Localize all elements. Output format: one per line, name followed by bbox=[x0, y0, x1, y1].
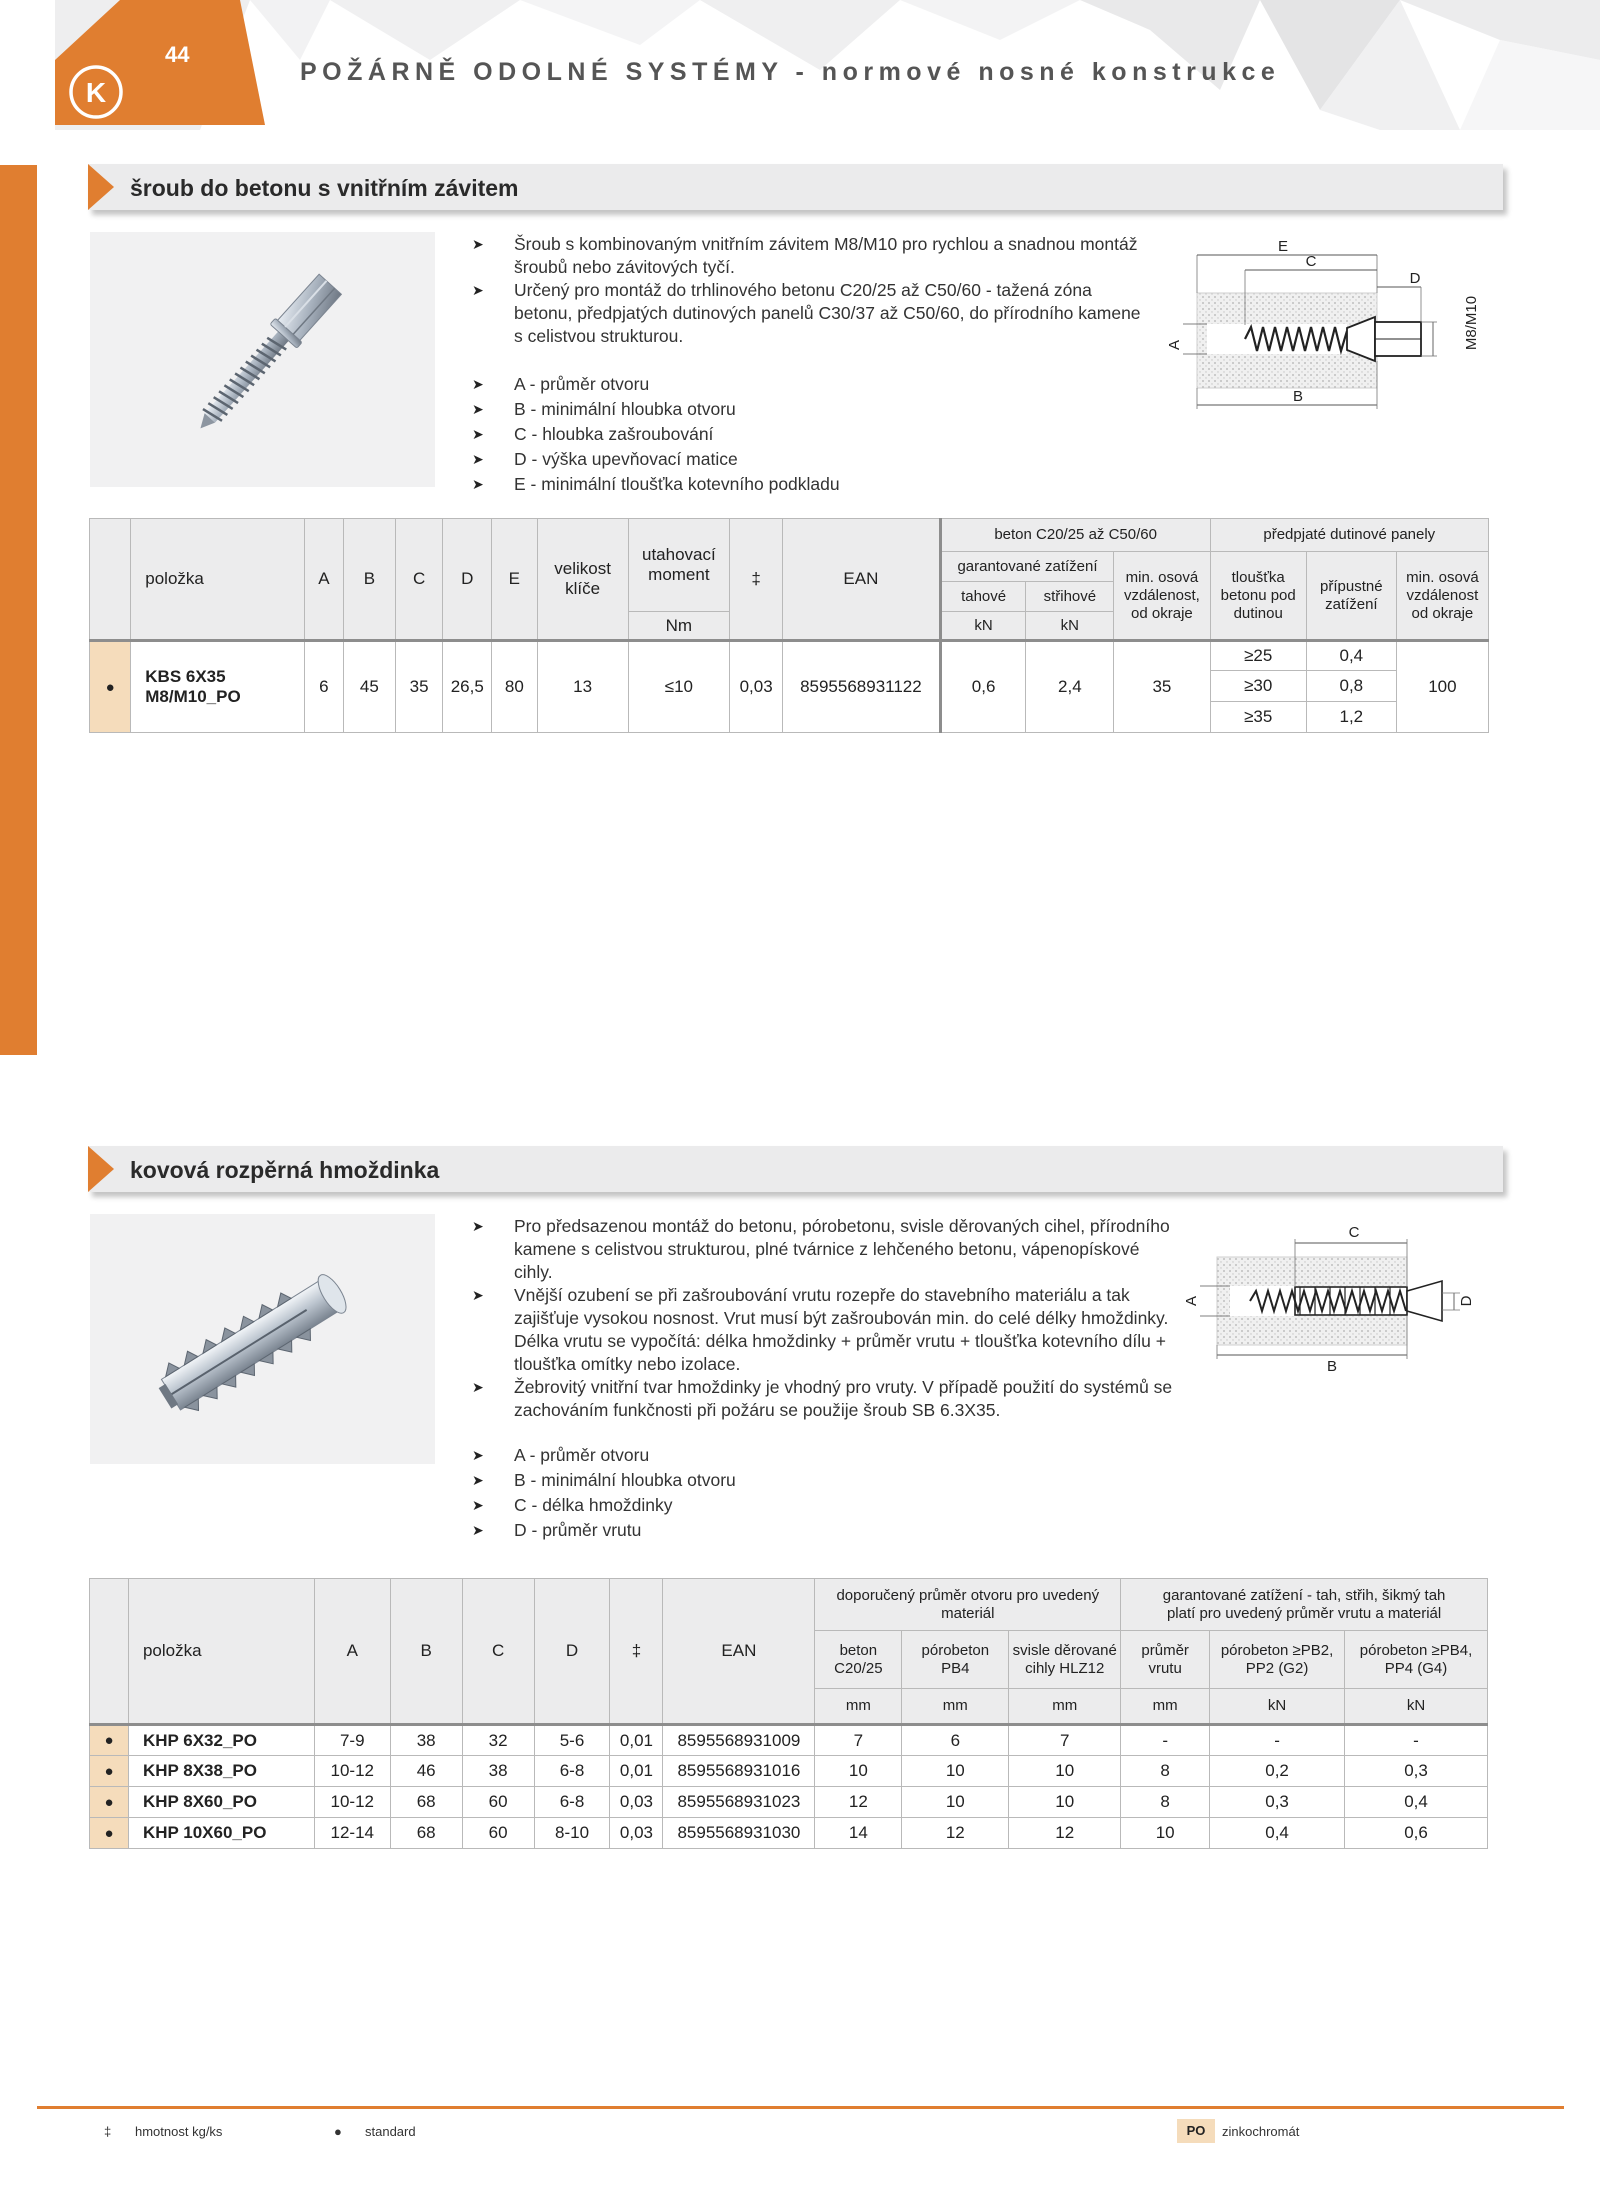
subheader-guaranteed-load: garantované zatížení bbox=[940, 552, 1114, 582]
cell-brick: 10 bbox=[1009, 1756, 1121, 1787]
column-header-ean: EAN bbox=[783, 519, 941, 641]
label-c: C bbox=[1348, 1224, 1360, 1241]
bullet-arrow-icon: ➤ bbox=[472, 1287, 484, 1303]
legend-item: ➤ E - minimální tloušťka kotevního podkladu bbox=[470, 472, 1145, 497]
bullet-arrow-icon: ➤ bbox=[472, 376, 484, 392]
unit-mm: mm bbox=[1009, 1689, 1121, 1725]
cell-a: 7-9 bbox=[314, 1725, 390, 1756]
product-photo-anchor bbox=[90, 1214, 435, 1464]
cell-screw-diameter: 8 bbox=[1121, 1787, 1210, 1818]
bullet-arrow-icon: ➤ bbox=[472, 236, 484, 252]
unit-mm: mm bbox=[902, 1689, 1009, 1725]
cell-concrete: 7 bbox=[815, 1725, 902, 1756]
cell-c: 32 bbox=[462, 1725, 534, 1756]
legend-item: ➤ C - délka hmoždinky bbox=[470, 1493, 1145, 1518]
cell-min-axis: 35 bbox=[1114, 641, 1210, 733]
section-heading-anchor bbox=[88, 1146, 1508, 1196]
cell-b: 38 bbox=[390, 1725, 462, 1756]
label-d: D bbox=[1409, 270, 1421, 287]
cell-aerated-g4: 0,3 bbox=[1345, 1756, 1488, 1787]
unit-kn: kN bbox=[940, 612, 1026, 641]
cell-screw-diameter: - bbox=[1121, 1725, 1210, 1756]
item-code: KHP 6X32_PO bbox=[128, 1725, 314, 1756]
cell-a: 6 bbox=[304, 641, 343, 733]
bullet-arrow-icon: ➤ bbox=[472, 451, 484, 467]
cell-b: 68 bbox=[390, 1818, 462, 1849]
cell-aerated-g4: - bbox=[1345, 1725, 1488, 1756]
cell-c: 38 bbox=[462, 1756, 534, 1787]
section-title: kovová rozpěrná hmoždinka bbox=[130, 1157, 440, 1183]
column-header-aerated-g4: pórobeton ≥PB4, PP4 (G4) bbox=[1345, 1631, 1488, 1689]
cell-aerated-g2: 0,3 bbox=[1210, 1787, 1345, 1818]
cell-d: 26,5 bbox=[443, 641, 492, 733]
standard-marker: ● bbox=[90, 1787, 129, 1818]
cell-a: 12-14 bbox=[314, 1818, 390, 1849]
marker-header bbox=[90, 1579, 129, 1725]
cell-aerated: 10 bbox=[902, 1787, 1009, 1818]
unit-kn: kN bbox=[1345, 1689, 1488, 1725]
cell-screw-diameter: 8 bbox=[1121, 1756, 1210, 1787]
bullet-arrow-icon: ➤ bbox=[472, 1379, 484, 1395]
label-b: B bbox=[1326, 1358, 1338, 1375]
cell-weight: 0,03 bbox=[730, 641, 783, 733]
label-a: A bbox=[1166, 339, 1183, 351]
legend-item: ➤ B - minimální hloubka otvoru bbox=[470, 397, 1145, 422]
column-header-allowable-load: přípustné zatížení bbox=[1306, 552, 1396, 641]
cell-aerated: 10 bbox=[902, 1756, 1009, 1787]
column-header-ean: EAN bbox=[663, 1579, 815, 1725]
standard-marker: ● bbox=[90, 641, 131, 733]
cell-weight: 0,03 bbox=[610, 1818, 663, 1849]
side-accent-bar bbox=[0, 165, 37, 1055]
cell-slab-thickness: ≥35 bbox=[1210, 702, 1306, 733]
column-header-item: položka bbox=[131, 519, 305, 641]
cell-torque: ≤10 bbox=[628, 641, 730, 733]
weight-symbol: ‡ bbox=[104, 2124, 112, 2139]
page-title: POŽÁRNĚ ODOLNÉ SYSTÉMY - normové nosné konstrukce bbox=[300, 58, 1281, 86]
cell-d: 5-6 bbox=[534, 1725, 610, 1756]
standard-marker: ● bbox=[90, 1756, 129, 1787]
standard-marker: ● bbox=[90, 1725, 129, 1756]
bullet-arrow-icon: ➤ bbox=[472, 401, 484, 417]
spec-table-anchor bbox=[89, 1578, 1488, 1849]
cell-aerated-g2: 0,2 bbox=[1210, 1756, 1345, 1787]
item-code: KHP 10X60_PO bbox=[128, 1818, 314, 1849]
weight-legend-label: hmotnost kg/ks bbox=[135, 2124, 223, 2139]
group-header-hole: doporučený průměr otvoru pro uvedený materiál bbox=[815, 1579, 1121, 1631]
column-header-slab-thickness: tloušťka betonu pod dutinou bbox=[1210, 552, 1306, 641]
table-row bbox=[90, 1756, 1488, 1787]
description-item: ➤ Vnější ozubení se při zašroubování vrutu rozepře do stavebního materiálu a tak zajišťuje vysokou nosnost. Vrut musí být zašroubován min. do celé délky hmoždinky. Délka vrutu se vypočítá: délka hmoždinky + průměr vrutu + tloušťka kotevního dílu + tloušťka omítky nebo izolace. bbox=[472, 1285, 1169, 1374]
cell-weight: 0,01 bbox=[610, 1725, 663, 1756]
product-photo-screw bbox=[90, 232, 435, 487]
bullet-arrow-icon: ➤ bbox=[472, 426, 484, 442]
page-number: 44 bbox=[165, 42, 190, 67]
column-header-brick: svisle děrované cihly HLZ12 bbox=[1009, 1631, 1121, 1689]
cell-d: 6-8 bbox=[534, 1787, 610, 1818]
bullet-arrow-icon: ➤ bbox=[472, 1522, 484, 1538]
unit-mm: mm bbox=[815, 1689, 902, 1725]
spec-table-screw bbox=[89, 518, 1489, 733]
cell-allowable-load: 0,4 bbox=[1306, 641, 1396, 671]
group-header-load: garantované zatížení - tah, střih, šikmý tah platí pro uvedený průměr vrutu a materiál bbox=[1121, 1579, 1488, 1631]
cell-c: 35 bbox=[395, 641, 443, 733]
logo-letter: K bbox=[85, 77, 107, 108]
item-code: KBS 6X35 M8/M10_PO bbox=[131, 641, 305, 733]
group-header-concrete: beton C20/25 až C50/60 bbox=[940, 519, 1210, 552]
legend-item: ➤ A - průměr otvoru bbox=[470, 1443, 1145, 1468]
cell-b: 46 bbox=[390, 1756, 462, 1787]
column-header-min-axis: min. osová vzdálenost, od okraje bbox=[1114, 552, 1210, 641]
item-code: KHP 8X38_PO bbox=[128, 1756, 314, 1787]
table-row bbox=[90, 1725, 1488, 1756]
column-header-concrete: beton C20/25 bbox=[815, 1631, 902, 1689]
footer-divider bbox=[37, 2106, 1564, 2109]
legend-item: ➤ D - průměr vrutu bbox=[470, 1518, 1145, 1543]
description-item: ➤ Žebrovitý vnitřní tvar hmoždinky je vhodný pro vruty. V případě použití do systémů se zachováním funkčnosti při požáru se použije šroub SB 6.3X35. bbox=[472, 1377, 1173, 1420]
column-header-e: E bbox=[492, 519, 538, 641]
unit-mm: mm bbox=[1121, 1689, 1210, 1725]
column-header-item: položka bbox=[128, 1579, 314, 1725]
legend-item: ➤ C - hloubka zašroubování bbox=[470, 422, 1145, 447]
cell-concrete: 14 bbox=[815, 1818, 902, 1849]
dimension-diagram-screw bbox=[1165, 235, 1485, 415]
dimension-legend bbox=[470, 372, 1145, 497]
label-e: E bbox=[1277, 238, 1289, 255]
cell-a: 10-12 bbox=[314, 1756, 390, 1787]
label-a: A bbox=[1183, 1295, 1200, 1307]
standard-marker: ● bbox=[90, 1818, 129, 1849]
bullet-arrow-icon: ➤ bbox=[472, 476, 484, 492]
unit-kn: kN bbox=[1210, 1689, 1345, 1725]
cell-aerated: 6 bbox=[902, 1725, 1009, 1756]
column-header-d: D bbox=[534, 1579, 610, 1725]
cell-concrete: 10 bbox=[815, 1756, 902, 1787]
standard-symbol: ● bbox=[334, 2124, 342, 2139]
cell-e: 80 bbox=[492, 641, 538, 733]
column-header-aerated: pórobeton PB4 bbox=[902, 1631, 1009, 1689]
cell-allowable-load: 0,8 bbox=[1306, 671, 1396, 702]
cell-ean: 8595568931122 bbox=[783, 641, 941, 733]
column-header-a: A bbox=[304, 519, 343, 641]
cell-c: 60 bbox=[462, 1818, 534, 1849]
dimension-diagram-anchor bbox=[1180, 1215, 1490, 1375]
label-thread: M8/M10 bbox=[1463, 295, 1480, 351]
cell-min-axis-panel: 100 bbox=[1396, 641, 1488, 733]
cell-aerated: 12 bbox=[902, 1818, 1009, 1849]
cell-screw-diameter: 10 bbox=[1121, 1818, 1210, 1849]
cell-weight: 0,03 bbox=[610, 1787, 663, 1818]
marker-header bbox=[90, 519, 131, 641]
label-d: D bbox=[1458, 1295, 1475, 1307]
description-item: ➤ Šroub s kombinovaným vnitřním závitem M8/M10 pro rychlou a snadnou montáž šroubů nebo závitových tyčí. bbox=[472, 234, 1138, 277]
company-logo bbox=[68, 64, 124, 120]
column-header-weight: ‡ bbox=[730, 519, 783, 641]
po-badge: PO bbox=[1177, 2119, 1215, 2143]
table-row bbox=[90, 1818, 1488, 1849]
label-c: C bbox=[1305, 253, 1317, 270]
group-header-panels: předpjaté dutinové panely bbox=[1210, 519, 1488, 552]
cell-concrete: 12 bbox=[815, 1787, 902, 1818]
bullet-arrow-icon: ➤ bbox=[472, 1497, 484, 1513]
cell-d: 6-8 bbox=[534, 1756, 610, 1787]
cell-brick: 7 bbox=[1009, 1725, 1121, 1756]
column-header-min-axis-panel: min. osová vzdálenost od okraje bbox=[1396, 552, 1488, 641]
po-legend-label: zinkochromát bbox=[1222, 2124, 1300, 2139]
cell-aerated-g4: 0,6 bbox=[1345, 1818, 1488, 1849]
column-header-torque: utahovací moment bbox=[628, 519, 730, 612]
section-title: šroub do betonu s vnitřním závitem bbox=[130, 175, 519, 201]
bullet-arrow-icon: ➤ bbox=[472, 1218, 484, 1234]
label-b: B bbox=[1292, 388, 1304, 405]
column-header-key-size: velikost klíče bbox=[537, 519, 628, 641]
cell-ean: 8595568931009 bbox=[663, 1725, 815, 1756]
table-row bbox=[90, 641, 1489, 671]
legend-item: ➤ D - výška upevňovací matice bbox=[470, 447, 1145, 472]
column-header-weight: ‡ bbox=[610, 1579, 663, 1725]
cell-allowable-load: 1,2 bbox=[1306, 702, 1396, 733]
bullet-arrow-icon: ➤ bbox=[472, 282, 484, 298]
cell-shear: 2,4 bbox=[1026, 641, 1114, 733]
cell-brick: 10 bbox=[1009, 1787, 1121, 1818]
cell-ean: 8595568931030 bbox=[663, 1818, 815, 1849]
column-header-d: D bbox=[443, 519, 492, 641]
table-row bbox=[90, 1787, 1488, 1818]
column-header-b: B bbox=[343, 519, 395, 641]
cell-key-size: 13 bbox=[537, 641, 628, 733]
cell-a: 10-12 bbox=[314, 1787, 390, 1818]
cell-aerated-g2: - bbox=[1210, 1725, 1345, 1756]
description-list bbox=[470, 1215, 1175, 1422]
column-header-b: B bbox=[390, 1579, 462, 1725]
column-header-tension: tahové bbox=[940, 582, 1026, 612]
column-header-c: C bbox=[462, 1579, 534, 1725]
legend-item: ➤ A - průměr otvoru bbox=[470, 372, 1145, 397]
cell-slab-thickness: ≥25 bbox=[1210, 641, 1306, 671]
column-header-shear: střihové bbox=[1026, 582, 1114, 612]
column-header-screw-diameter: průměr vrutu bbox=[1121, 1631, 1210, 1689]
cell-tension: 0,6 bbox=[940, 641, 1026, 733]
standard-legend-label: standard bbox=[365, 2124, 416, 2139]
cell-c: 60 bbox=[462, 1787, 534, 1818]
column-header-c: C bbox=[395, 519, 443, 641]
unit-nm: Nm bbox=[628, 612, 730, 641]
cell-b: 45 bbox=[343, 641, 395, 733]
bullet-arrow-icon: ➤ bbox=[472, 1472, 484, 1488]
column-header-aerated-g2: pórobeton ≥PB2, PP2 (G2) bbox=[1210, 1631, 1345, 1689]
legend-item: ➤ B - minimální hloubka otvoru bbox=[470, 1468, 1145, 1493]
cell-d: 8-10 bbox=[534, 1818, 610, 1849]
cell-slab-thickness: ≥30 bbox=[1210, 671, 1306, 702]
cell-ean: 8595568931016 bbox=[663, 1756, 815, 1787]
description-list bbox=[470, 233, 1145, 348]
bullet-arrow-icon: ➤ bbox=[472, 1447, 484, 1463]
cell-weight: 0,01 bbox=[610, 1756, 663, 1787]
cell-ean: 8595568931023 bbox=[663, 1787, 815, 1818]
cell-b: 68 bbox=[390, 1787, 462, 1818]
description-item: ➤ Určený pro montáž do trhlinového betonu C20/25 až C50/60 - tažená zóna betonu, předpjatých dutinových panelů C30/37 až C50/60, do přírodního kamene s celistvou strukturou. bbox=[472, 280, 1141, 346]
section-heading-screw bbox=[88, 164, 1508, 214]
cell-aerated-g4: 0,4 bbox=[1345, 1787, 1488, 1818]
description-item: ➤ Pro předsazenou montáž do betonu, pórobetonu, svisle děrovaných cihel, přírodního kamene s celistvou strukturou, plné tvárnice z lehčeného betonu, vápenopískové cihly. bbox=[472, 1216, 1170, 1282]
column-header-a: A bbox=[314, 1579, 390, 1725]
cell-brick: 12 bbox=[1009, 1818, 1121, 1849]
item-code: KHP 8X60_PO bbox=[128, 1787, 314, 1818]
unit-kn: kN bbox=[1026, 612, 1114, 641]
dimension-legend bbox=[470, 1443, 1145, 1543]
cell-aerated-g2: 0,4 bbox=[1210, 1818, 1345, 1849]
